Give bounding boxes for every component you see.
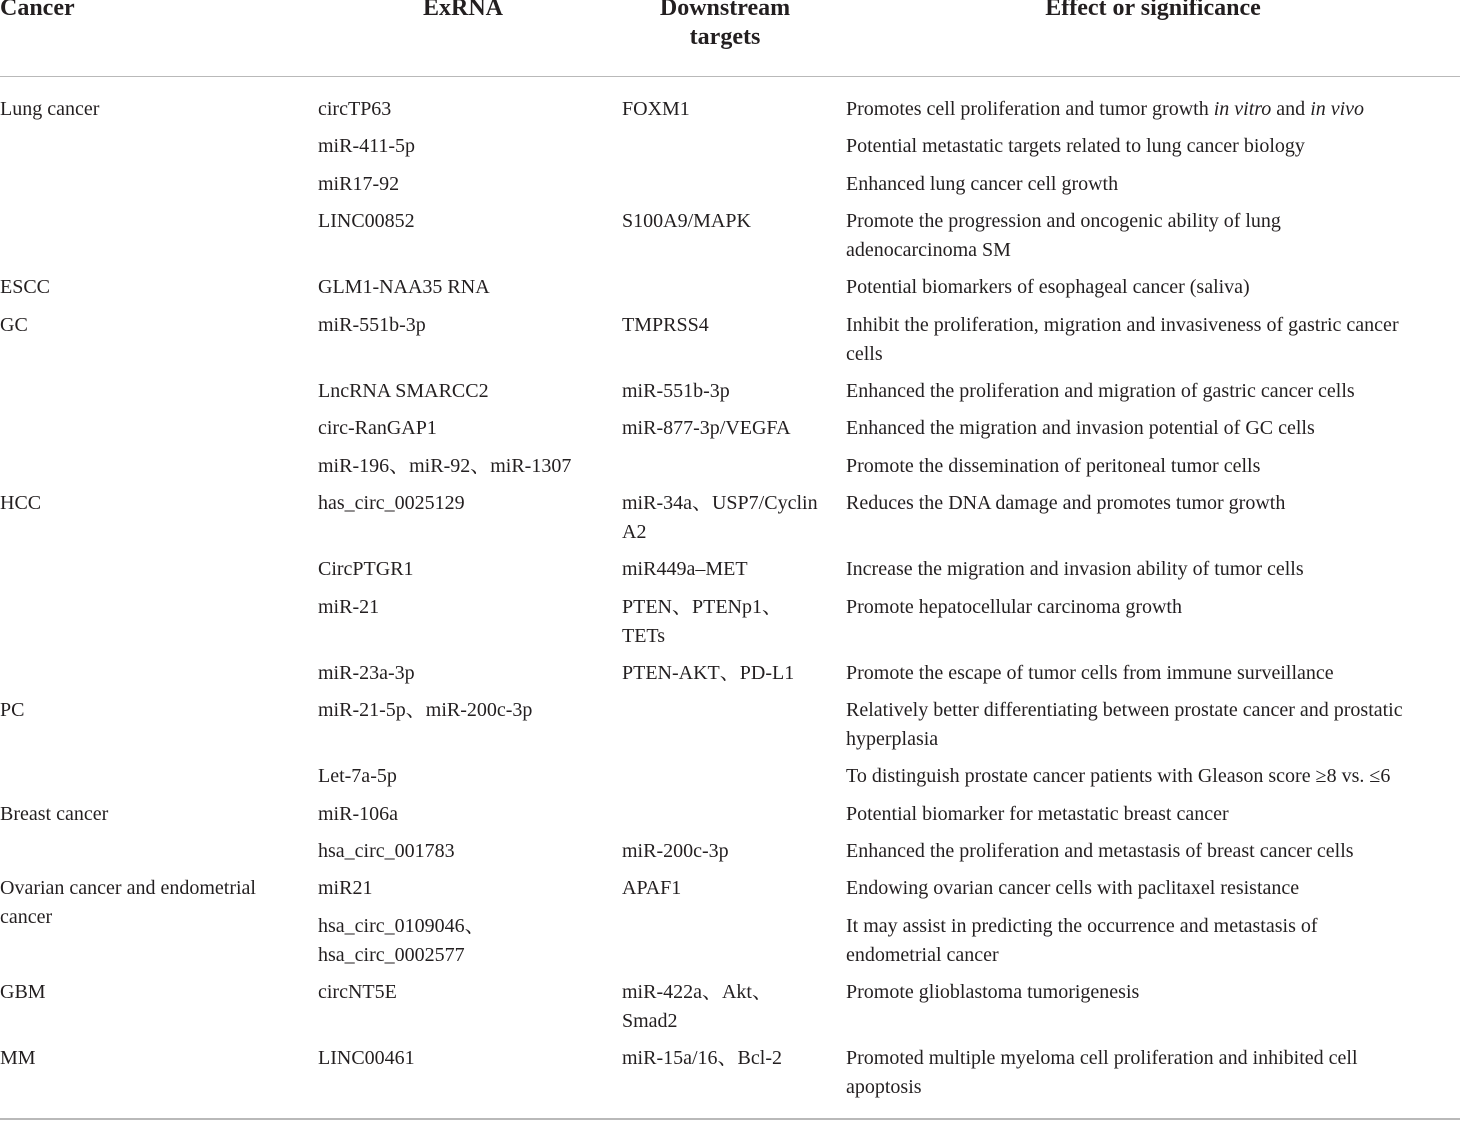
cell-exrna	[318, 978, 397, 1007]
cell-exrna	[318, 837, 455, 866]
cell-cancer-line: GBM	[0, 981, 46, 1003]
cell-downstream	[622, 1044, 782, 1073]
cell-effect-line: Promoted multiple myeloma cell proliferation and inhibited cell	[846, 1047, 1358, 1069]
cell-downstream	[622, 95, 690, 124]
cell-effect	[846, 762, 1390, 791]
cell-exrna	[318, 555, 414, 584]
cell-effect-line: Promote glioblastoma tumorigenesis	[846, 981, 1140, 1003]
cell-cancer-line: GC	[0, 314, 28, 336]
cell-effect-line: adenocarcinoma SM	[846, 238, 1011, 261]
cell-effect	[846, 132, 1305, 161]
cell-downstream	[622, 837, 729, 866]
cell-effect-line: Enhanced the proliferation and migration of gastric cancer cells	[846, 380, 1355, 402]
cell-cancer-line: MM	[0, 1047, 36, 1069]
cell-exrna	[318, 132, 415, 161]
cell-exrna	[318, 311, 426, 340]
cell-effect	[846, 311, 1399, 368]
cell-cancer	[0, 1044, 300, 1073]
cell-exrna-line: LINC00852	[318, 210, 415, 232]
cell-exrna	[318, 489, 465, 518]
cell-effect-line: To distinguish prostate cancer patients with Gleason score ≥8 vs. ≤6	[846, 765, 1391, 787]
cell-effect-line: Potential biomarkers of esophageal cancer (saliva)	[846, 276, 1250, 298]
header-downstream-line-2: targets	[689, 24, 761, 50]
cell-exrna-line: miR17-92	[318, 173, 400, 195]
cell-exrna	[318, 273, 490, 302]
cell-effect-line: Promote the dissemination of peritoneal tumor cells	[846, 455, 1261, 477]
cell-effect-line: Enhanced lung cancer cell growth	[846, 173, 1119, 195]
cell-exrna-line: miR-196、miR-92、miR-1307	[318, 455, 572, 477]
cell-exrna	[318, 170, 399, 199]
cell-exrna-line: GLM1-NAA35 RNA	[318, 276, 490, 298]
cell-exrna-line: has_circ_0025129	[318, 492, 465, 514]
cell-downstream	[622, 414, 791, 443]
cell-effect	[846, 489, 1285, 518]
cell-cancer	[0, 273, 300, 302]
cell-effect-line: Potential biomarker for metastatic breast cancer	[846, 803, 1229, 825]
cell-cancer	[0, 978, 300, 1007]
cell-exrna-line: miR-21	[318, 596, 380, 618]
cell-cancer	[0, 874, 300, 931]
cell-exrna-line: CircPTGR1	[318, 558, 414, 580]
cell-effect-line: endometrial cancer	[846, 943, 999, 966]
cell-downstream	[622, 377, 730, 406]
cell-effect-line: cells	[846, 342, 883, 365]
cell-effect-line: Potential metastatic targets related to lung cancer biology	[846, 135, 1305, 157]
cell-downstream-line: miR-422a、Akt、	[622, 981, 772, 1003]
cell-exrna-line: hsa_circ_001783	[318, 840, 455, 862]
cell-effect	[846, 696, 1403, 753]
cell-effect-line: Reduces the DNA damage and promotes tumor growth	[846, 492, 1286, 514]
cell-cancer-line: PC	[0, 699, 25, 721]
cell-effect-line: Relatively better differentiating between prostate cancer and prostatic	[846, 699, 1403, 721]
cell-exrna	[318, 800, 398, 829]
cell-effect	[846, 912, 1318, 969]
cell-downstream	[622, 874, 681, 903]
header-cancer	[0, 0, 120, 23]
cell-exrna-line: circNT5E	[318, 981, 397, 1003]
cell-downstream-line: miR-34a、USP7/Cyclin	[622, 492, 818, 514]
cell-exrna	[318, 452, 571, 481]
effect-text-connector: and	[1271, 98, 1311, 120]
cell-cancer	[0, 311, 300, 340]
cell-effect	[846, 593, 1182, 622]
cell-effect	[846, 95, 1364, 124]
cell-cancer-line: Ovarian cancer and endometrial	[0, 877, 256, 899]
cell-effect-line: Increase the migration and invasion ability of tumor cells	[846, 558, 1304, 580]
cell-downstream-line: PTEN、PTENp1、	[622, 596, 782, 618]
cell-effect-line: hyperplasia	[846, 727, 939, 750]
cell-effect	[846, 837, 1354, 866]
cell-effect	[846, 452, 1260, 481]
cell-effect	[846, 414, 1315, 443]
cell-effect-line: Enhanced the proliferation and metastasis of breast cancer cells	[846, 840, 1354, 862]
cell-downstream	[622, 593, 782, 650]
cell-exrna-line: miR-411-5p	[318, 135, 416, 157]
cell-exrna	[318, 659, 415, 688]
cell-cancer-line: HCC	[0, 492, 42, 514]
cell-exrna	[318, 95, 391, 124]
cell-downstream-line: PTEN-AKT、PD-L1	[622, 662, 795, 684]
cell-downstream-line: miR-200c-3p	[622, 840, 729, 862]
cell-downstream	[622, 659, 794, 688]
cell-exrna-line: miR-106a	[318, 803, 398, 825]
cell-exrna-line: circTP63	[318, 98, 392, 120]
cell-effect-line: Endowing ovarian cancer cells with paclitaxel resistance	[846, 877, 1300, 899]
cell-effect	[846, 978, 1139, 1007]
cell-exrna-line: hsa_circ_0109046、	[318, 915, 485, 937]
cell-cancer	[0, 800, 300, 829]
cell-exrna-line: Let-7a-5p	[318, 765, 397, 787]
cell-effect-line: Enhanced the migration and invasion potential of GC cells	[846, 417, 1315, 439]
cell-exrna	[318, 912, 485, 969]
cell-downstream-line: TETs	[622, 624, 666, 647]
cell-effect-line: It may assist in predicting the occurrence and metastasis of	[846, 915, 1318, 937]
cell-downstream-line: TMPRSS4	[622, 314, 709, 336]
cell-cancer	[0, 696, 300, 725]
cell-cancer	[0, 489, 300, 518]
cell-cancer	[0, 95, 300, 124]
cell-effect-line: Promote the escape of tumor cells from immune surveillance	[846, 662, 1334, 684]
cell-effect-line	[846, 95, 1364, 124]
cell-exrna	[318, 207, 415, 236]
cell-effect	[846, 377, 1355, 406]
cell-exrna	[318, 1044, 415, 1073]
cell-downstream-line: APAF1	[622, 877, 682, 899]
cell-exrna-line: hsa_circ_0002577	[318, 943, 465, 966]
header-effect	[846, 0, 1460, 23]
cell-cancer-line: Lung cancer	[0, 98, 100, 120]
cell-downstream-line: S100A9/MAPK	[622, 210, 751, 232]
cell-downstream-line: miR-15a/16、Bcl-2	[622, 1047, 782, 1069]
cell-downstream-line: miR-877-3p/VEGFA	[622, 417, 791, 439]
cell-effect	[846, 800, 1229, 829]
cell-exrna	[318, 874, 372, 903]
cell-downstream-line: A2	[622, 520, 647, 543]
cell-downstream	[622, 489, 818, 546]
cell-downstream-line: miR-551b-3p	[622, 380, 730, 402]
cell-exrna	[318, 762, 397, 791]
cell-cancer-line: ESCC	[0, 276, 51, 298]
cell-effect	[846, 273, 1250, 302]
cell-effect	[846, 207, 1281, 264]
cell-exrna-line: miR21	[318, 877, 373, 899]
cell-effect-line: apoptosis	[846, 1075, 922, 1098]
cell-downstream-line: miR449a–MET	[622, 558, 748, 580]
cell-effect	[846, 659, 1334, 688]
header-cancer-label: Cancer	[0, 0, 75, 21]
cell-effect	[846, 170, 1118, 199]
header-downstream-line-1: Downstream	[659, 0, 791, 21]
cell-effect-line: Promote the progression and oncogenic ability of lung	[846, 210, 1281, 232]
cell-downstream	[622, 978, 772, 1035]
cell-exrna-line: miR-23a-3p	[318, 662, 415, 684]
cell-exrna	[318, 696, 532, 725]
cell-exrna-line: LINC00461	[318, 1047, 415, 1069]
cell-downstream	[622, 311, 709, 340]
cell-exrna	[318, 593, 379, 622]
cell-effect	[846, 1044, 1358, 1101]
cell-exrna	[318, 377, 489, 406]
effect-italic-term: in vitro	[1213, 98, 1272, 120]
bottom-divider	[0, 1118, 1460, 1120]
cell-exrna	[318, 414, 437, 443]
cell-effect-line: Inhibit the proliferation, migration and invasiveness of gastric cancer	[846, 314, 1399, 336]
cell-exrna-line: miR-21-5p、miR-200c-3p	[318, 699, 533, 721]
cell-downstream-line: Smad2	[622, 1009, 678, 1032]
effect-text: Promotes cell proliferation and tumor growth	[846, 98, 1214, 120]
cell-effect	[846, 555, 1304, 584]
cell-exrna-line: circ-RanGAP1	[318, 417, 437, 439]
header-downstream-targets	[622, 0, 828, 52]
cell-exrna-line: miR-551b-3p	[318, 314, 426, 336]
effect-italic-term: in vivo	[1310, 98, 1365, 120]
header-effect-label: Effect or significance	[1045, 0, 1261, 21]
cell-cancer-line: cancer	[0, 905, 53, 928]
cell-effect	[846, 874, 1299, 903]
header-exrna-label: ExRNA	[422, 0, 503, 21]
cell-effect-line: Promote hepatocellular carcinoma growth	[846, 596, 1182, 618]
cell-downstream	[622, 555, 748, 584]
cell-cancer-line: Breast cancer	[0, 803, 109, 825]
header-exrna	[318, 0, 608, 23]
cell-exrna-line: LncRNA SMARCC2	[318, 380, 489, 402]
cell-downstream-line: FOXM1	[622, 98, 690, 120]
cell-downstream	[622, 207, 751, 236]
header-divider	[0, 76, 1460, 77]
